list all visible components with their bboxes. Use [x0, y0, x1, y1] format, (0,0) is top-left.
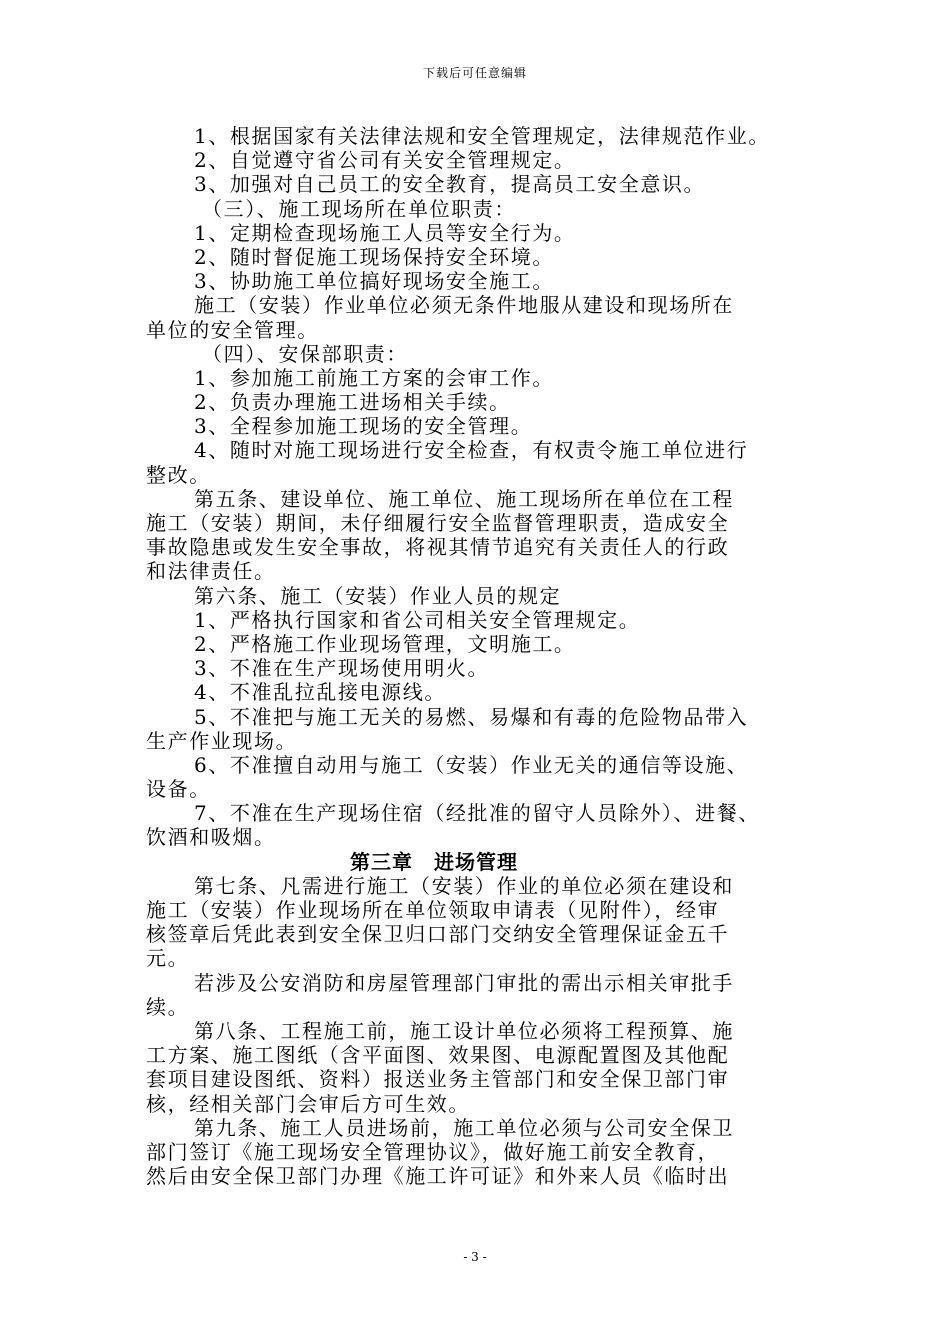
paragraph-line: 整改。 [146, 462, 211, 487]
paragraph-line: 单位的安全管理。 [146, 317, 319, 342]
paragraph [146, 487, 818, 584]
paragraph [146, 608, 818, 632]
paragraph [146, 293, 818, 341]
paragraph-line: 设备。 [146, 777, 211, 802]
paragraph-line: （三）、施工现场所在单位职责： [202, 196, 516, 221]
paragraph [146, 705, 818, 753]
paragraph [146, 801, 818, 849]
paragraph [146, 245, 818, 269]
section-responsibilities [146, 124, 818, 850]
paragraph [146, 124, 818, 148]
paragraph-line: 3、不准在生产现场使用明火。 [194, 656, 490, 681]
paragraph [146, 172, 818, 196]
paragraph [146, 197, 818, 221]
paragraph-line: 3、协助施工单位搞好现场安全施工。 [194, 269, 554, 294]
paragraph-line: 施工（安装）作业单位必须无条件地服从建设和现场所在 [194, 293, 734, 318]
page-number: - 3 - [463, 1250, 487, 1264]
paragraph [146, 971, 818, 1019]
paragraph-line: 6、不准擅自动用与施工（安装）作业无关的通信等设施、 [194, 752, 749, 777]
paragraph [146, 438, 818, 486]
paragraph-line: 事故隐患或发生安全事故，将视其情节追究有关责任人的行政 [146, 535, 730, 560]
document-body [146, 124, 818, 1188]
paragraph-line: 第八条、工程施工前，施工设计单位必须将工程预算、施 [194, 1018, 734, 1043]
paragraph-line: 续。 [146, 994, 190, 1019]
paragraph-line: 套项目建设图纸、资料）报送业务主管部门和安全保卫部门审 [146, 1067, 730, 1092]
paragraph-line: 和法律责任。 [146, 559, 276, 584]
paragraph-line: 元。 [146, 946, 190, 971]
paragraph-line: 2、自觉遵守省公司有关安全管理规定。 [194, 148, 576, 173]
paragraph-line: 部门签订《施工现场安全管理协议》，做好施工前安全教育， [146, 1139, 720, 1164]
paragraph-line: 1、严格执行国家和省公司相关安全管理规定。 [194, 607, 641, 632]
paragraph [146, 269, 818, 293]
paragraph-line: 第五条、建设单位、施工单位、施工现场所在单位在工程 [194, 486, 734, 511]
paragraph [146, 1116, 818, 1189]
paragraph-line: 核签章后凭此表到安全保卫归口部门交纳安全管理保证金五千 [146, 922, 730, 947]
paragraph [146, 414, 818, 438]
paragraph [146, 874, 818, 971]
paragraph-line: 3、全程参加施工现场的安全管理。 [194, 414, 533, 439]
paragraph [146, 584, 818, 608]
paragraph [146, 366, 818, 390]
paragraph-line: 5、不准把与施工无关的易燃、易爆和有毒的危险物品带入 [194, 704, 749, 729]
paragraph-line: （四）、安保部职责： [202, 341, 408, 366]
paragraph [146, 632, 818, 656]
paragraph-line: 1、定期检查现场施工人员等安全行为。 [194, 220, 576, 245]
paragraph-line: 1、参加施工前施工方案的会审工作。 [194, 365, 554, 390]
paragraph [146, 656, 818, 680]
paragraph [146, 680, 818, 704]
paragraph-line: 核，经相关部门会审后方可生效。 [146, 1091, 470, 1116]
paragraph [146, 390, 818, 414]
paragraph-line: 第九条、施工人员进场前，施工单位必须与公司安全保卫 [194, 1115, 734, 1140]
paragraph [146, 1019, 818, 1116]
paragraph-line: 第六条、施工（安装）作业人员的规定 [194, 583, 562, 608]
paragraph-line: 第七条、凡需进行施工（安装）作业的单位必须在建设和 [194, 873, 734, 898]
paragraph [146, 221, 818, 245]
paragraph [146, 148, 818, 172]
paragraph [146, 753, 818, 801]
page-header: 下载后可任意编辑 [422, 66, 527, 80]
paragraph-line: 然后由安全保卫部门办理《施工许可证》和外来人员《临时出 [146, 1164, 730, 1189]
paragraph [146, 342, 818, 366]
paragraph-line: 2、严格施工作业现场管理，文明施工。 [194, 631, 576, 656]
paragraph-line: 2、负责办理施工进场相关手续。 [194, 390, 511, 415]
paragraph-line: 4、不准乱拉乱接电源线。 [194, 680, 446, 705]
paragraph-line: 施工（安装）期间，未仔细履行安全监督管理职责，造成安全 [146, 511, 730, 535]
paragraph-line: 7、不准在生产现场住宿（经批准的留守人员除外）、进餐、 [194, 801, 760, 826]
paragraph-line: 饮酒和吸烟。 [146, 825, 276, 850]
paragraph-line: 1、根据国家有关法律法规和安全管理规定，法律规范作业。 [194, 124, 770, 148]
paragraph-line: 4、随时对施工现场进行安全检查，有权责令施工单位进行 [194, 438, 749, 463]
paragraph-line: 2、随时督促施工现场保持安全环境。 [194, 244, 554, 269]
paragraph-line: 施工（安装）作业现场所在单位领取申请表（见附件），经审 [146, 898, 720, 922]
paragraph-line: 3、加强对自己员工的安全教育，提高员工安全意识。 [194, 172, 706, 197]
chapter-heading: 第三章 进场管理 [350, 849, 518, 874]
paragraph-line: 若涉及公安消防和房屋管理部门审批的需出示相关审批手 [194, 970, 734, 995]
section-site-entry [146, 874, 818, 1188]
paragraph-line: 生产作业现场。 [146, 728, 298, 753]
paragraph-line: 工方案、施工图纸（含平面图、效果图、电源配置图及其他配 [146, 1043, 730, 1068]
